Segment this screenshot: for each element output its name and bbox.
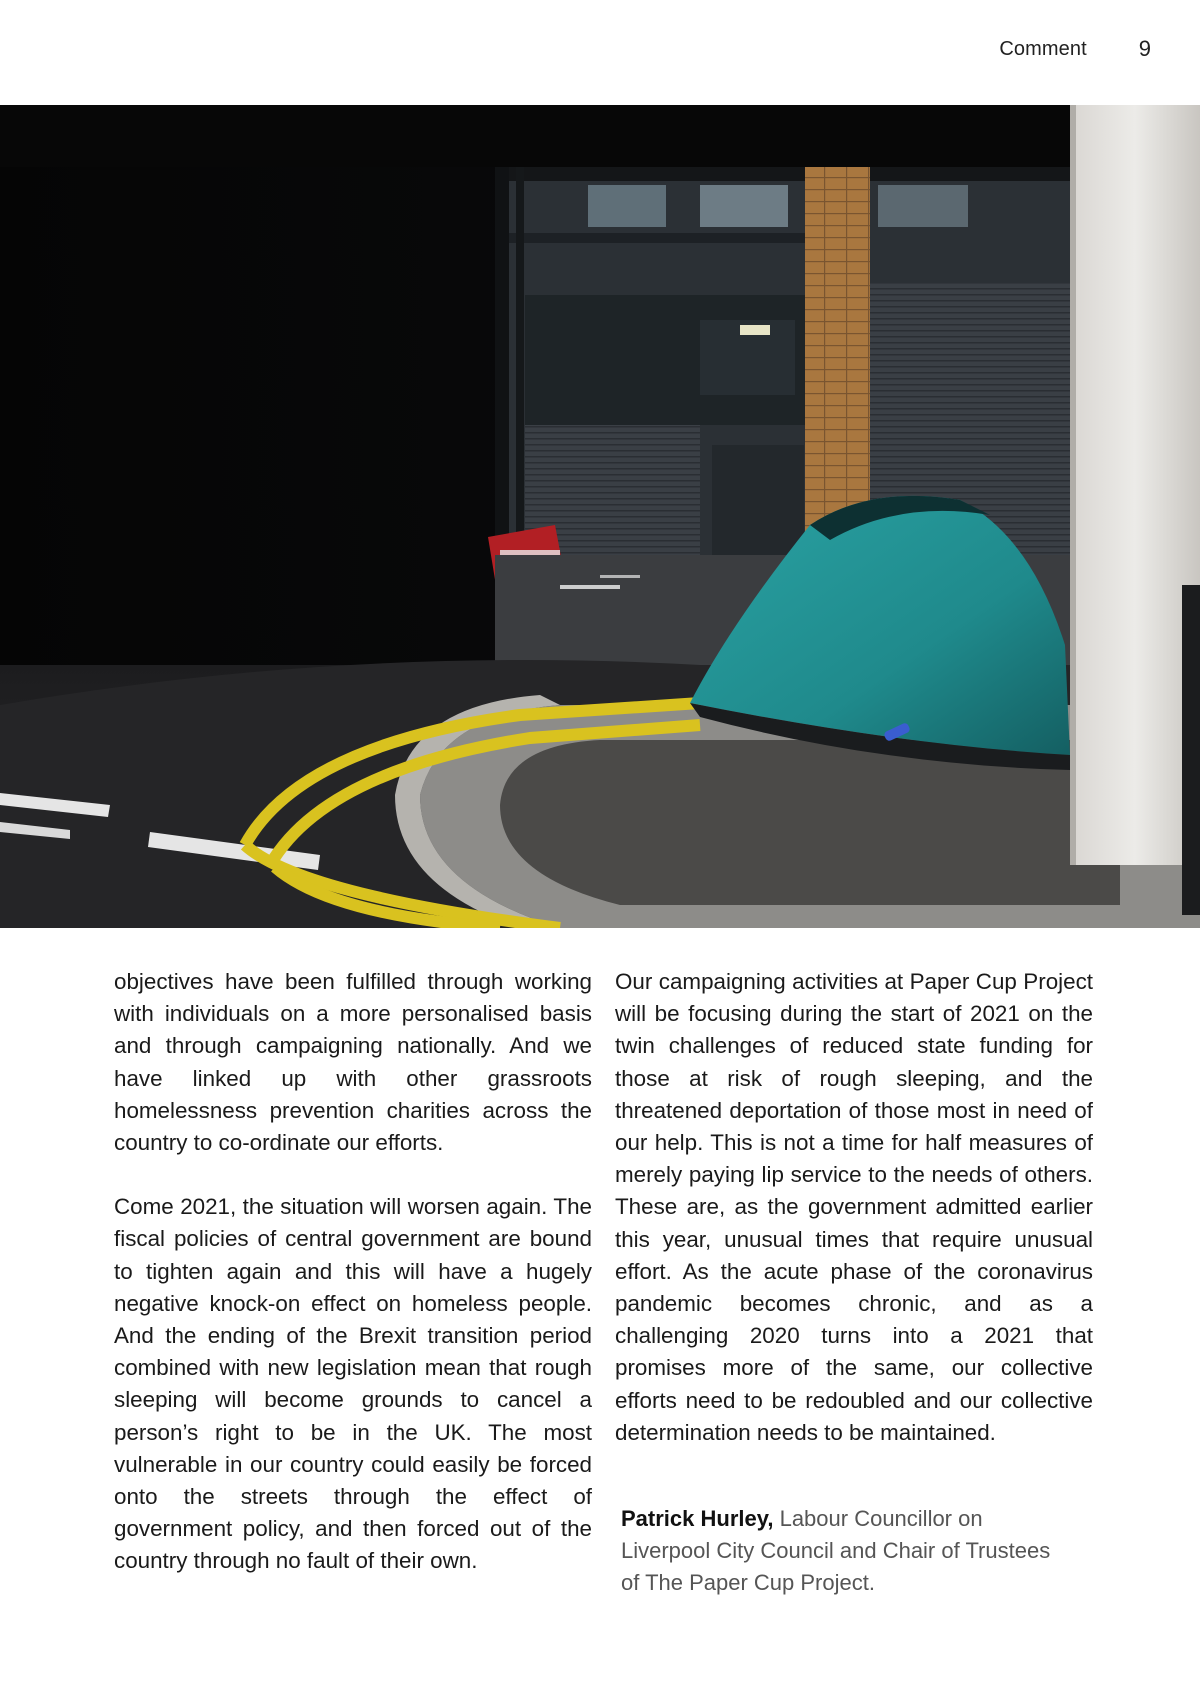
author-byline xyxy=(621,1503,1061,1599)
author-name: Patrick Hurley, xyxy=(621,1506,774,1531)
section-label: Comment xyxy=(999,37,1087,60)
article-left-column xyxy=(114,966,592,1610)
author-description: Labour Councillor on Liverpool City Council and Chair of Trustees of The Paper Cup Project. xyxy=(621,1506,1051,1595)
paragraph: objectives have been fulfilled through working with individuals on a more personalised basis and through campaigning nationally. And we have linked up with other grassroots homelessness prevention charities across the country to co-ordinate our efforts. xyxy=(114,969,592,1156)
page-number: 9 xyxy=(1138,36,1151,61)
paragraph: Come 2021, the situation will worsen again. The fiscal policies of central government are bound to tighten again and this will have a hugely negative knock-on effect on homeless people. And the ending of the Brexit transition period combined with new legislation mean that rough sleeping will become grounds to cancel a person’s right to be in the UK. The most vulnerable in our country could easily be forced onto the streets through the effect of government policy, and then forced out of the country through no fault of their own. xyxy=(114,1194,592,1574)
tent-under-bridge-photo xyxy=(0,105,1200,928)
article-right-column xyxy=(615,966,1093,1481)
page-header xyxy=(999,34,1151,64)
paragraph: Our campaigning activities at Paper Cup Project will be focusing during the start of 2021 on the twin challenges of reduced state funding for those at risk of rough sleeping, and the threatened deportation of those most in need of our help. This is not a time for half measures of merely paying lip service to the needs of others. These are, as the government admitted earlier this year, unusual times that require unusual effort. As the acute phase of the coronavirus pandemic becomes chronic, and as a challenging 2020 turns into a 2021 that promises more of the same, our collective efforts need to be redoubled and our collective determination needs to be maintained. xyxy=(615,969,1093,1445)
